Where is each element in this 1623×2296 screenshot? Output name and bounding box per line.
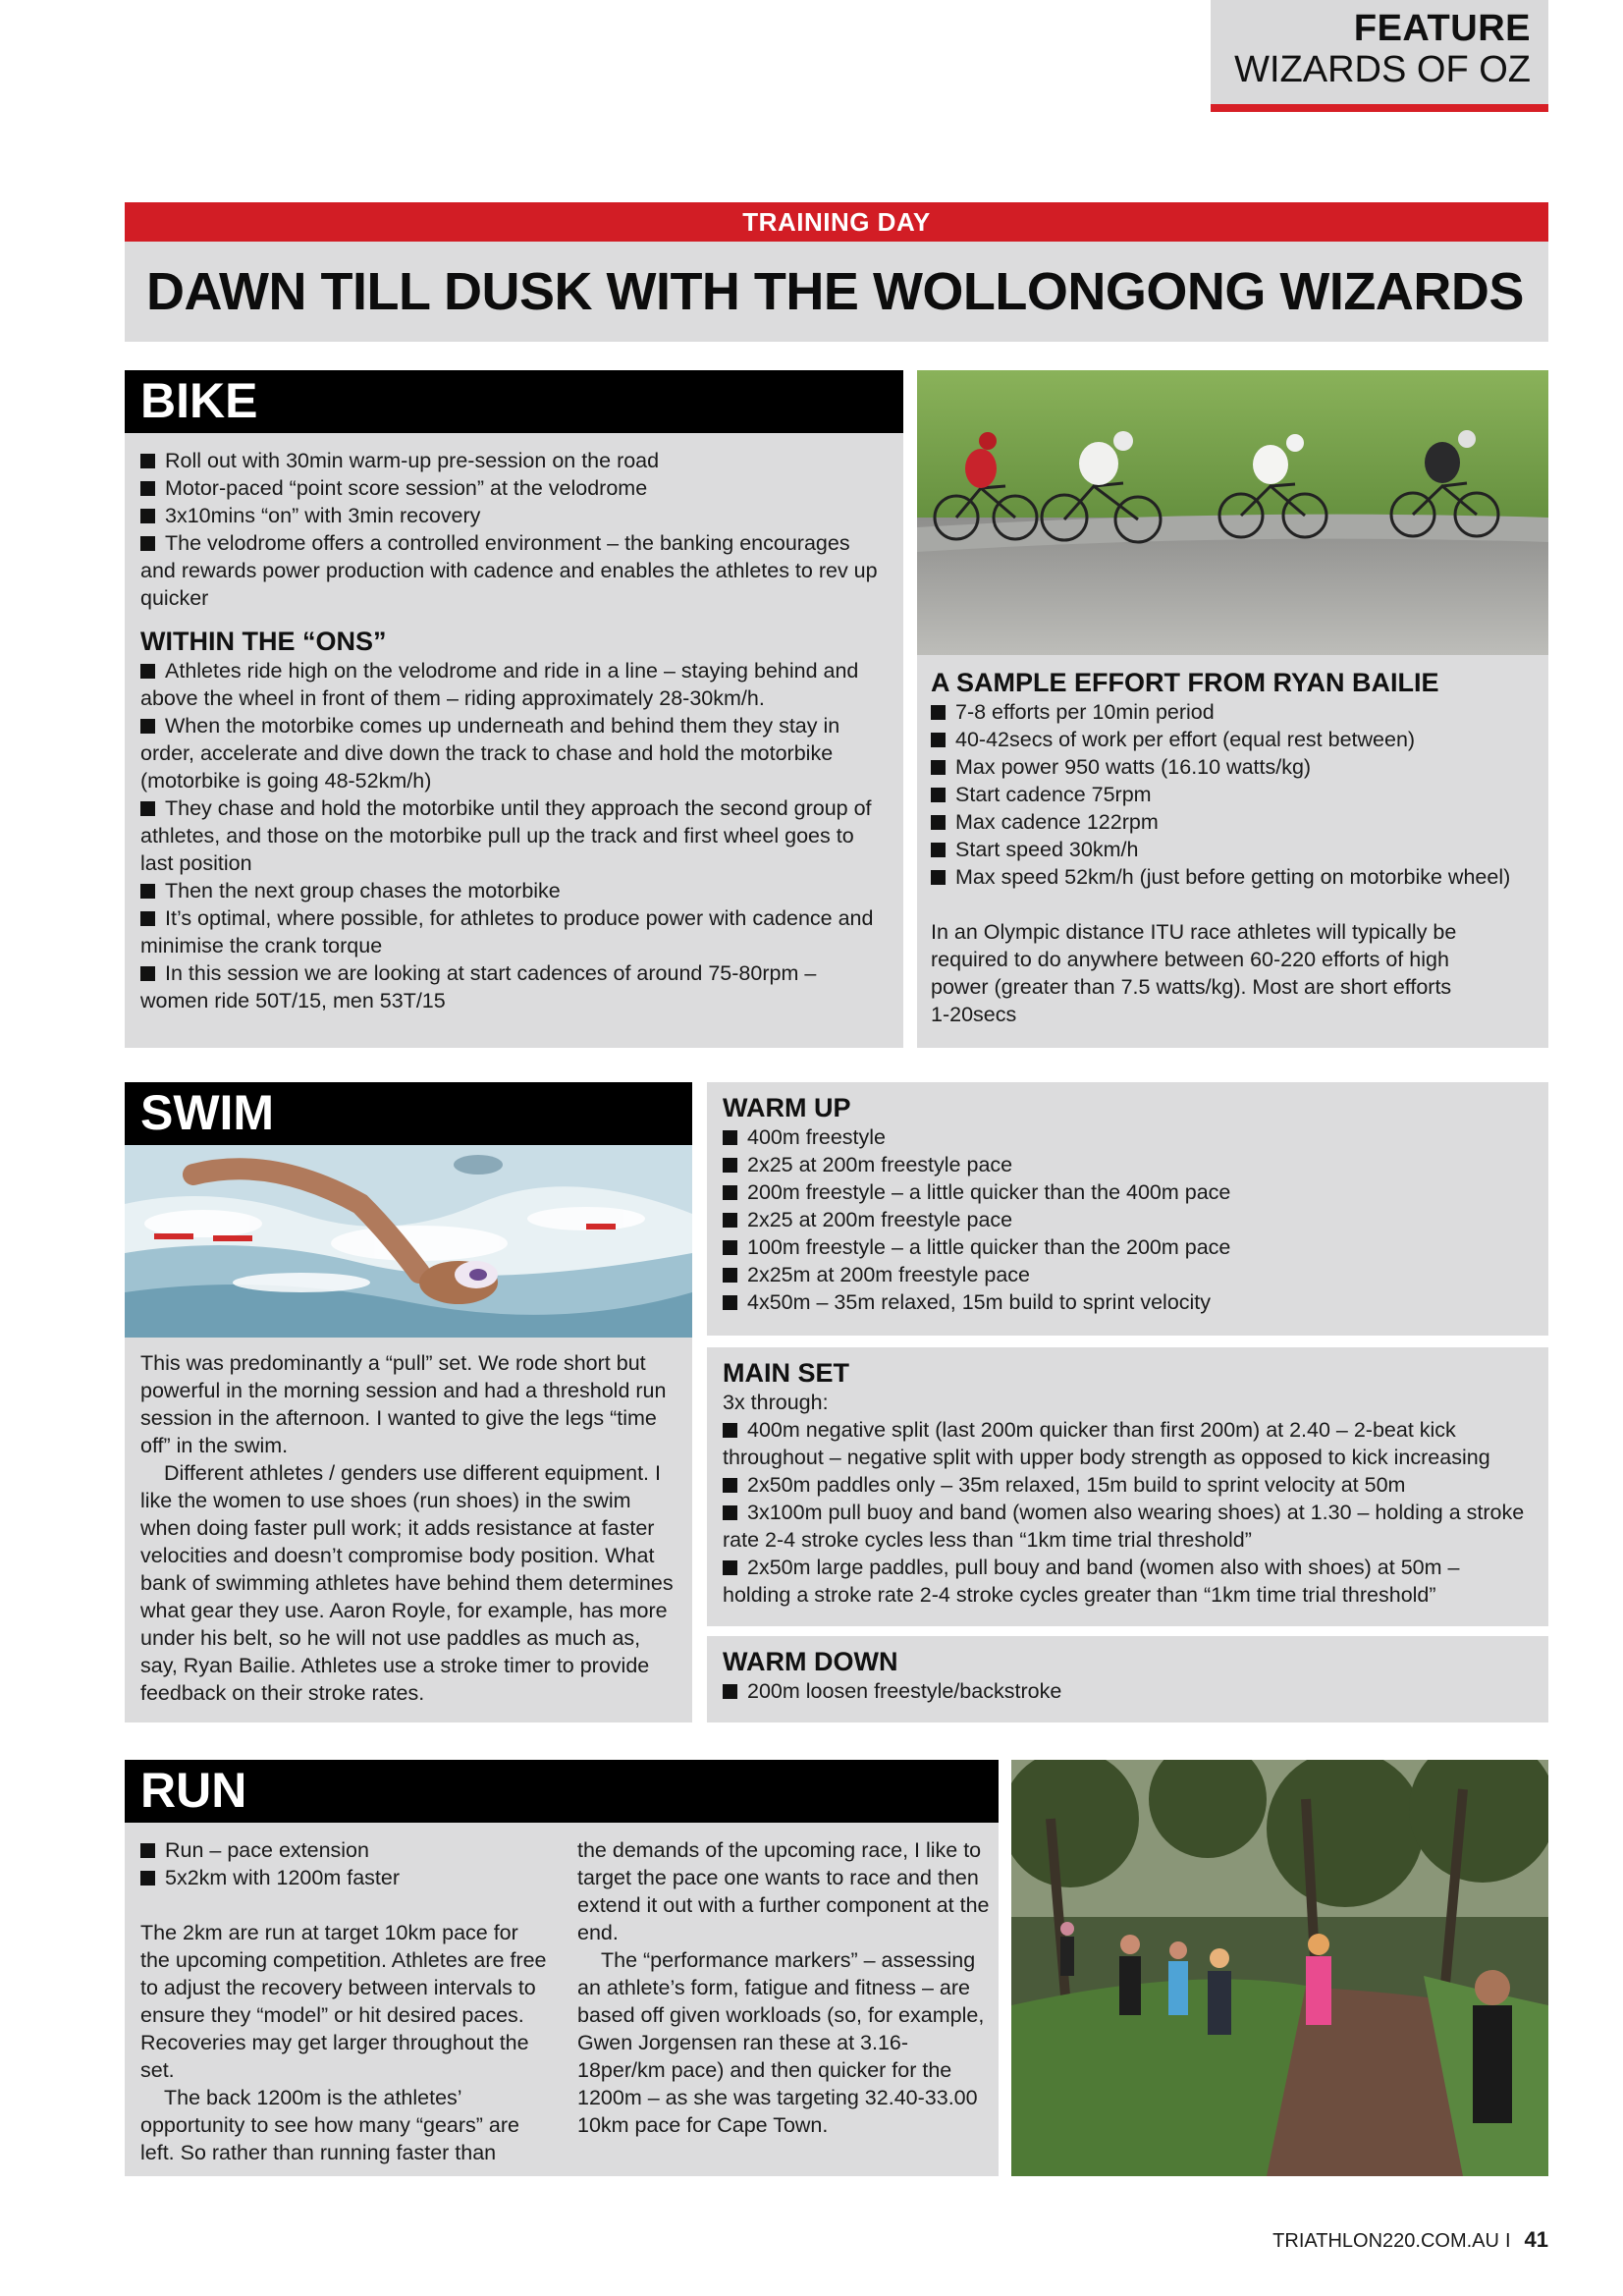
site-url: TRIATHLON220.COM.AU xyxy=(1272,2230,1499,2252)
run-paragraph: The 2km are run at target 10km pace for the upcoming competition. Athletes are free to adjust the recovery between intervals to ensure they “model” or hit desired paces. Recoveries may get larger throughout the set. xyxy=(140,1921,547,2082)
list-item: Run – pace extension xyxy=(140,1836,553,1864)
list-item: Max speed 52km/h (just before getting on motorbike wheel) xyxy=(931,863,1535,891)
warm-down-heading: WARM DOWN xyxy=(723,1647,898,1676)
list-item: 4x50m – 35m relaxed, 15m build to sprint velocity xyxy=(723,1288,1533,1316)
list-item: In this session we are looking at start cadences of around 75-80rpm – women ride 50T/15, men 53T/15 xyxy=(140,959,888,1014)
list-item: Max power 950 watts (16.10 watts/kg) xyxy=(931,753,1535,781)
cyclists-photo xyxy=(917,370,1548,655)
list-item: 2x25m at 200m freestyle pace xyxy=(723,1261,1533,1288)
swim-panel xyxy=(125,1338,692,1722)
list-item: Athletes ride high on the velodrome and ride in a line – staying behind and above the wheel in front of them – riding approximately 28-30km/h. xyxy=(140,657,888,712)
run-paragraph: The “performance markers” – assessing an athlete’s form, fatigue and fitness – are based off given workloads (so, for example, Gwen Jorgensen ran these at 3.16-18per/km pace) and then quicker for the 1200m – as she was targeting 32.40-33.00 10km pace for Cape Town. xyxy=(577,1948,985,2137)
list-item: Roll out with 30min warm-up pre-session on the road xyxy=(140,447,888,474)
list-item: They chase and hold the motorbike until they approach the second group of athletes, and those on the motorbike pull up the track and first wheel goes to last position xyxy=(140,794,888,877)
page-number: 41 xyxy=(1524,2227,1548,2252)
warm-down-panel xyxy=(707,1636,1548,1722)
feature-tab xyxy=(1211,0,1548,112)
swim-paragraph: This was predominantly a “pull” set. We rode short but powerful in the morning session and had a threshold run session in the afternoon. I wanted to give the legs “time off” in the swim. xyxy=(140,1351,667,1457)
swim-heading: SWIM xyxy=(125,1082,692,1145)
runners-photo xyxy=(1011,1760,1548,2176)
list-item: 200m freestyle – a little quicker than the 400m pace xyxy=(723,1178,1533,1206)
main-set-heading: MAIN SET xyxy=(723,1358,850,1388)
run-paragraph: the demands of the upcoming race, I like to target the pace one wants to race and then extend it out with a further component at the end. xyxy=(577,1838,990,1944)
run-heading: RUN xyxy=(125,1760,999,1823)
swim-paragraph: Different athletes / genders use different equipment. I like the women to use shoes (run shoes) in the swim when doing faster pull work; it adds resistance at faster velocities and doesn’t compromise body position. What bank of swimming athletes have behind them determines what gear they use. Aaron Royle, for example, has more under his belt, so he will not use paddles as much as, say, Ryan Bailie. Athletes use a stroke timer to provide feedback on their stroke rates. xyxy=(140,1461,674,1705)
list-item: 3x100m pull buoy and band (women also wearing shoes) at 1.30 – holding a stroke rate 2-4 stroke cycles less than “1km time trial threshold” xyxy=(723,1499,1533,1554)
main-set-panel xyxy=(707,1347,1548,1626)
bike-panel xyxy=(125,433,903,1048)
list-item: 100m freestyle – a little quicker than the 200m pace xyxy=(723,1233,1533,1261)
footer-separator: I xyxy=(1504,2230,1511,2252)
list-item: Then the next group chases the motorbike xyxy=(140,877,888,904)
list-item: 200m loosen freestyle/backstroke xyxy=(723,1677,1533,1705)
list-item: Max cadence 122rpm xyxy=(931,808,1535,836)
sample-effort-panel xyxy=(917,655,1548,1048)
list-item: Start speed 30km/h xyxy=(931,836,1535,863)
sample-heading: A SAMPLE EFFORT FROM RYAN BAILIE xyxy=(931,668,1439,697)
list-item: Motor-paced “point score session” at the velodrome xyxy=(140,474,888,502)
main-set-intro: 3x through: xyxy=(723,1391,829,1414)
list-item: 7-8 efforts per 10min period xyxy=(931,698,1535,726)
run-panel xyxy=(125,1823,999,2176)
list-item: 400m negative split (last 200m quicker than first 200m) at 2.40 – 2-beat kick throughout – negative split with upper body strength as opposed to kick increasing xyxy=(723,1416,1533,1471)
bike-heading: BIKE xyxy=(125,370,903,433)
page-footer xyxy=(1272,2227,1548,2253)
list-item: 400m freestyle xyxy=(723,1123,1533,1151)
warm-up-heading: WARM UP xyxy=(723,1093,851,1122)
run-paragraph: The back 1200m is the athletes’ opportunity to see how many “gears” are left. So rather than running faster than xyxy=(140,2086,520,2164)
list-item: 2x50m paddles only – 35m relaxed, 15m build to sprint velocity at 50m xyxy=(723,1471,1533,1499)
list-item: 3x10mins “on” with 3min recovery xyxy=(140,502,888,529)
list-item: It’s optimal, where possible, for athletes to produce power with cadence and minimise the crank torque xyxy=(140,904,888,959)
section-subtitle: WIZARDS OF OZ xyxy=(1234,49,1531,90)
list-item: 40-42secs of work per effort (equal rest between) xyxy=(931,726,1535,753)
training-day-label: TRAINING DAY xyxy=(125,202,1548,242)
list-item: Start cadence 75rpm xyxy=(931,781,1535,808)
title-box xyxy=(125,242,1548,342)
section-kicker: FEATURE xyxy=(1353,8,1531,49)
list-item: 2x25 at 200m freestyle pace xyxy=(723,1206,1533,1233)
warm-up-panel xyxy=(707,1082,1548,1336)
list-item: 2x25 at 200m freestyle pace xyxy=(723,1151,1533,1178)
page-title: DAWN TILL DUSK WITH THE WOLLONGONG WIZARDS xyxy=(146,262,1524,321)
list-item: 5x2km with 1200m faster xyxy=(140,1864,553,1891)
ons-heading: WITHIN THE “ONS” xyxy=(140,627,387,656)
swimmer-photo xyxy=(125,1145,692,1338)
sample-note: In an Olympic distance ITU race athletes will typically be required to do anywhere between 60-220 efforts of high power (greater than 7.5 watts/kg). Most are short efforts 1-20secs xyxy=(931,920,1457,1026)
list-item: When the motorbike comes up underneath and behind them they stay in order, accelerate and dive down the track to chase and hold the motorbike (motorbike is going 48-52km/h) xyxy=(140,712,888,794)
list-item: 2x50m large paddles, pull bouy and band (women also with shoes) at 50m – holding a stroke rate 2-4 stroke cycles greater than “1km time trial threshold” xyxy=(723,1554,1533,1609)
list-item: The velodrome offers a controlled environment – the banking encourages and rewards power production with cadence and enables the athletes to rev up quicker xyxy=(140,529,888,612)
